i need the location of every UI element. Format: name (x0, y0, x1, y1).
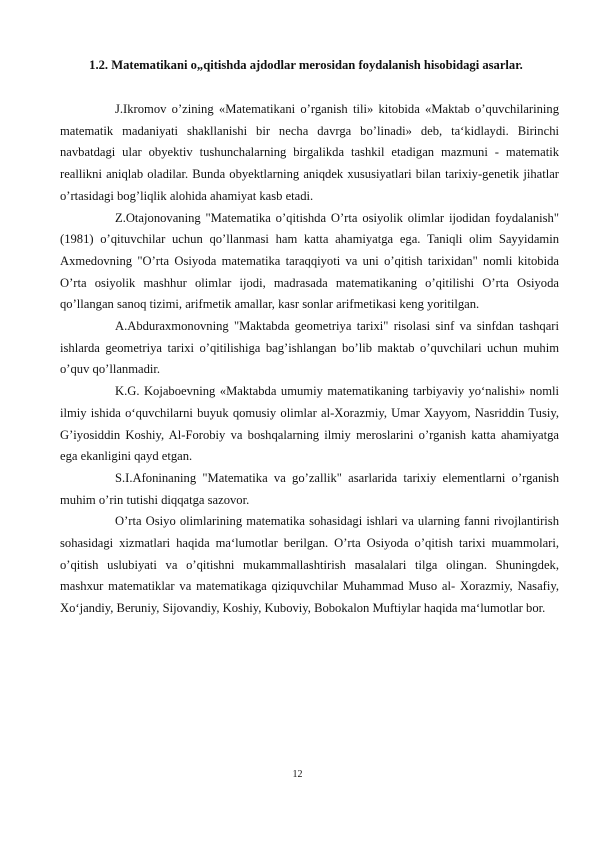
paragraph-central-asia-scholars: O’rta Osiyo olimlarining matematika sohasidagi ishlari va ularning fanni rivojlantirish sohasidagi xizmatlari haqida ma‘lumotlar berilgan. O’rta Osiyoda o’qitish tarixi muammolari, o’qitish uslubiyati va o’qitishni mukammallashtirish masalalari tilga olingan. Shuningdek, mashxur matematiklar va matematikaga qiziquvchilar Muhammad Muso al- Xorazmiy, Nasafiy, Xo‘jandiy, Beruniy, Sijovandiy, Koshiy, Kuboviy, Bobokalon Muftiylar haqida ma‘lumotlar bor. (60, 514, 559, 616)
paragraph-abduraxmonov: A.Abduraxmonovning "Maktabda geometriya tarixi" risolasi sinf va sinfdan tashqari ishlarda geometriya tarixi o’qitilishiga bag’ishlangan bo’lib maktab o’quvchilari uchun muhim o’quv qo’llanmadir. (60, 319, 559, 377)
paragraph-otajonova: Z.Otajonovaning "Matematika o’qitishda O’rta osiyolik olimlar ijodidan foydalanish" (1981) o’qituvchilar uchun qo’llanmasi ham katta ahamiyatga ega. Taniqli olim Sayyidamin Axmedovning "O’rta Osiyoda matematika taraqqiyoti va uni o’qitish tarixidan" nomli kitobida O’rta osiyolik mashhur olimlar ijodi, madrasada matematikaning o’qitilishi O’rta Osiyoda qo’llangan sanoq tizimi, arifmetik amallar, kasr sonlar arifmetikasi keng yoritilgan. (60, 210, 559, 312)
body-text (60, 99, 559, 620)
paragraph-afonina: S.I.Afoninaning "Matematika va go’zallik" asarlarida tarixiy elementlarni o’rganish muhim o’rin tutishi diqqatga sazovor. (60, 470, 559, 507)
paragraph-ikromov: J.Ikromov o’zining «Matematikani o’rganish tili» kitobida «Maktab o’quvchilarining matematik madaniyati shakllanishi bir necha davrga bo’linadi» deb, ta‘kidlaydi. Birinchi navbatdagi ular obyektiv tushunchalarning birgalikda tashkil etadigan mazmuni - matematik reallikni aniqlab oladilar. Bunda obyektlarning aniqdek xususiyatlari bilan tarixiy-genetik jihatlar o’rtasidagi bog’liqlik alohida ahamiyat kasb etadi. (60, 102, 559, 203)
paragraph-kojaboev: K.G. Kojaboevning «Maktabda umumiy matematikaning tarbiyaviy yo‘nalishi» nomli ilmiy ishida o‘quvchilarni buyuk qomusiy olimlar al-Xorazmiy, Umar Xayyom, Nasriddin Tusiy, G’iyosiddin Koshiy, Al-Forobiy va boshqalarning ilmiy meroslarini o’rganish katta ahamiyatga ega ekanligini qayd etgan. (60, 384, 559, 464)
page-number: 12 (292, 769, 303, 780)
section-heading: 1.2. Matematikani o„qitishda ajdodlar merosidan foydalanish hisobidagi asarlar. (89, 58, 523, 72)
